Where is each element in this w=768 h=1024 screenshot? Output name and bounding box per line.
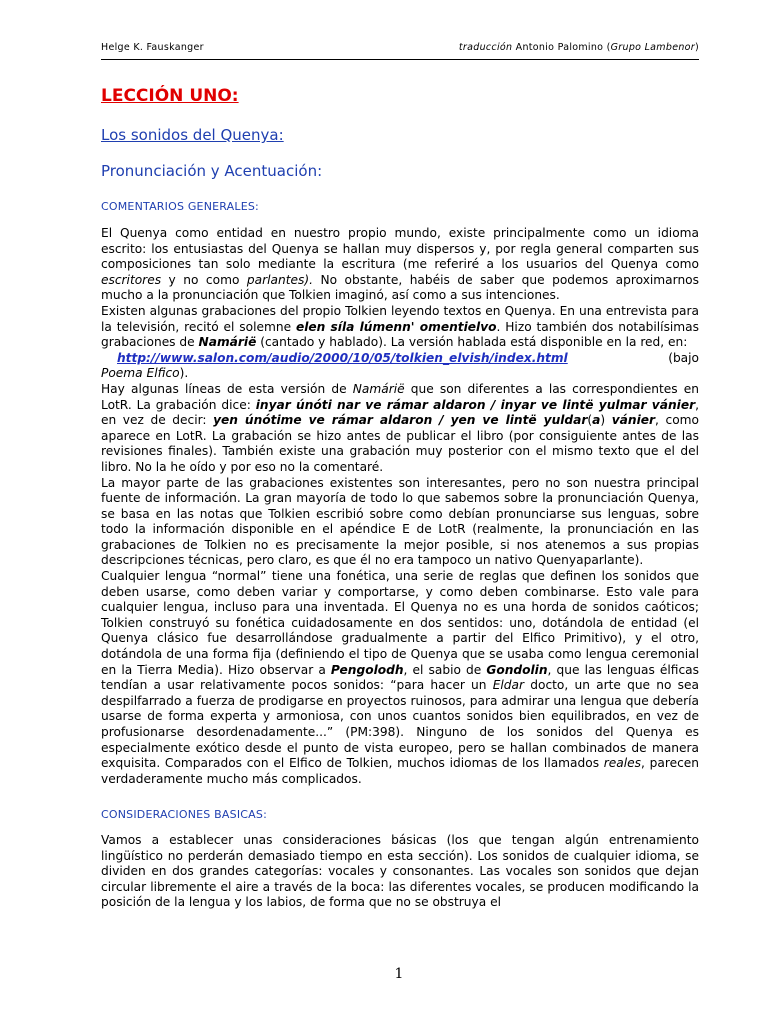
- section-title: Los sonidos del Quenya:: [101, 126, 284, 144]
- term-reales: reales: [603, 756, 642, 771]
- paragraph-2: [101, 304, 699, 351]
- consideraciones-heading: CONSIDERACIONES BASICAS:: [101, 808, 267, 821]
- quote-a: a: [592, 413, 601, 428]
- p5-text-d: docto, un arte que no sea despilfarrado a fuerza de prodigarse en proyectos ruinosos, para admirar una lengua que debería usarse de forma experta y armoniosa, con unos cuantos sonidos bien equilibrados, en vez de profusionarse desordenadamente...” (PM:398). Ninguno de los sonidos del Quenya es especialmente exótico desde el punto de vista europeo, pero se hallan combinados de manera exquisita. Comparados con el Elfico de Tolkien, muchos idiomas de los llamados: [101, 678, 699, 771]
- p2-text-b: . Hizo también dos notabilísimas grabaciones de: [101, 319, 699, 350]
- p3-text-a: Hay algunas líneas de esta versión de: [101, 381, 353, 396]
- subsection-title: Pronunciación y Acentuación:: [101, 162, 323, 180]
- paragraph-3: [101, 382, 699, 476]
- poema-elfico: Poema Elfico: [101, 366, 180, 381]
- term-eldar: Eldar: [492, 678, 525, 693]
- page-number: 1: [394, 966, 404, 982]
- consideraciones-body: [101, 833, 699, 911]
- header-rule: [101, 59, 699, 60]
- url-line: [101, 351, 699, 367]
- p3-text-d: , como aparece en LotR. La grabación se hizo antes de publicar el libro (por consiguiente antes de las revisiones finales). También existe una grabación muy posterior con el mismo texto que el del libro. No la he oído y por eso no la comentaré.: [101, 413, 699, 474]
- p2-text-a: Existen algunas grabaciones del propio Tolkien leyendo textos en Quenya. En una entrevista para la televisión, recitó el solemne: [101, 303, 699, 334]
- paragraph-5: [101, 569, 699, 787]
- header-translator-name: Antonio Palomino (: [512, 42, 611, 53]
- paragraph-1: [101, 226, 699, 304]
- consideraciones-paragraph-1: Vamos a establecer unas consideraciones básicas (los que tengan algún entrenamiento lingüístico no perderán demasiado tiempo en esta sección). Los sonidos de cualquier idioma, se dividen en dos grandes categorías: vocales y consonantes. Las vocales son sonidos que dejan circular libremente el aire a través de la boca: las diferentes vocales, se producen modificando la posición de la lengua y los labios, de forma que no se obstruya el: [101, 833, 699, 910]
- running-header: [101, 40, 699, 60]
- header-close: ): [694, 42, 699, 53]
- p5-text-e: , parecen verdaderamente mucho más complicados.: [101, 756, 699, 786]
- header-group: Grupo Lambenor: [610, 42, 695, 53]
- term-parlantes: parlantes).: [246, 272, 313, 287]
- paragraph-4: La mayor parte de las grabaciones existentes son interesantes, pero no son nuestra principal fuente de información. La gran mayoría de todo lo que sabemos sobre la pronunciación Quenya, se basa en las notas que Tolkien escribió sobre como debían pronunciarse sus lenguas, sobre todo la información disponible en el apéndice E de LotR (realmente, la pronunciación en las grabaciones de Tolkien no es precisamente la mejor posible, si nos atenemos a sus propias descripciones técnicas, pero claro, es que él no era tampoco un nativo Quenyaparlante).: [101, 475, 699, 568]
- poema-line: [101, 366, 699, 382]
- paren-open: (: [587, 413, 593, 428]
- quote-yen: yen únótime ve rámar aldaron / yen ve lintë yuldar: [213, 413, 588, 428]
- term-escritores: escritores: [101, 272, 162, 287]
- lesson-title: LECCIÓN UNO:: [101, 86, 239, 106]
- salon-audio-link[interactable]: http://www.salon.com/audio/2000/10/05/tolkien_elvish/index.html: [117, 350, 568, 365]
- header-author: Helge K. Fauskanger: [101, 42, 204, 53]
- p1-text-b: y no como: [161, 272, 247, 287]
- p1-text-c: No obstante, habéis de saber que podemos aproximarnos mucho a la pronunciación que Tolkien imaginó, así como a sus intenciones.: [101, 272, 699, 303]
- paren-close: ): [600, 413, 612, 428]
- name-pengolodh: Pengolodh: [330, 662, 404, 677]
- p5-text-b: , el sabio de: [403, 662, 487, 677]
- term-namarie-2: Namárië: [352, 381, 405, 396]
- p5-text-c: , que las lenguas élficas tendían a usar relativamente pocos sonidos: “para hacer un: [101, 662, 699, 693]
- comentarios-body: [101, 226, 699, 787]
- quote-elen-sila: elen síla lúmenn' omentielvo: [295, 319, 497, 334]
- p1-text-a: El Quenya como entidad en nuestro propio mundo, existe principalmente como un idioma escrito: los entusiastas del Quenya se hallan muy dispersos y, por regla general comparten sus composiciones tan solo mediante la escritura (me referiré a los usuarios del Quenya como: [101, 226, 699, 272]
- p3-text-b: que son diferentes a las correspondientes en LotR. La grabación dice:: [101, 381, 699, 412]
- header-translation-prefix: traducción: [458, 42, 513, 53]
- quote-vanier: vánier: [611, 413, 656, 428]
- term-namarie: Namárië: [198, 335, 257, 350]
- header-translator: [459, 42, 699, 53]
- bajo-text: (bajo: [668, 350, 699, 365]
- quote-inyar: inyar únóti nar ve rámar aldaron / inyar ve lintë yulmar vánier: [255, 397, 696, 412]
- p2-text-c: (cantado y hablado). La versión hablada está disponible en la red, en:: [256, 335, 688, 350]
- comentarios-heading: COMENTARIOS GENERALES:: [101, 200, 259, 213]
- p5-text-a: Cualquier lengua “normal” tiene una fonética, una serie de reglas que definen los sonidos que deben usarse, como deben variar y comportarse, y como deben combinarse. Esto vale para cualquier lengua, incluso para una inventada. El Quenya no es una horda de sonidos caóticos; Tolkien construyó su fonética cuidadosamente en dos sentidos: uno, dotándola de entidad (el Quenya clásico fue desarrollándose gradualmente a partir del Elfico Primitivo), y el otro, dotándola de una forma fija (definiendo el tipo de Quenya que se usaba como lengua ceremonial en la Tierra Media). Hizo observar a: [101, 569, 699, 677]
- poema-close: ).: [179, 366, 189, 381]
- name-gondolin: Gondolin: [486, 662, 548, 677]
- p3-text-c: , en vez de decir:: [101, 397, 699, 428]
